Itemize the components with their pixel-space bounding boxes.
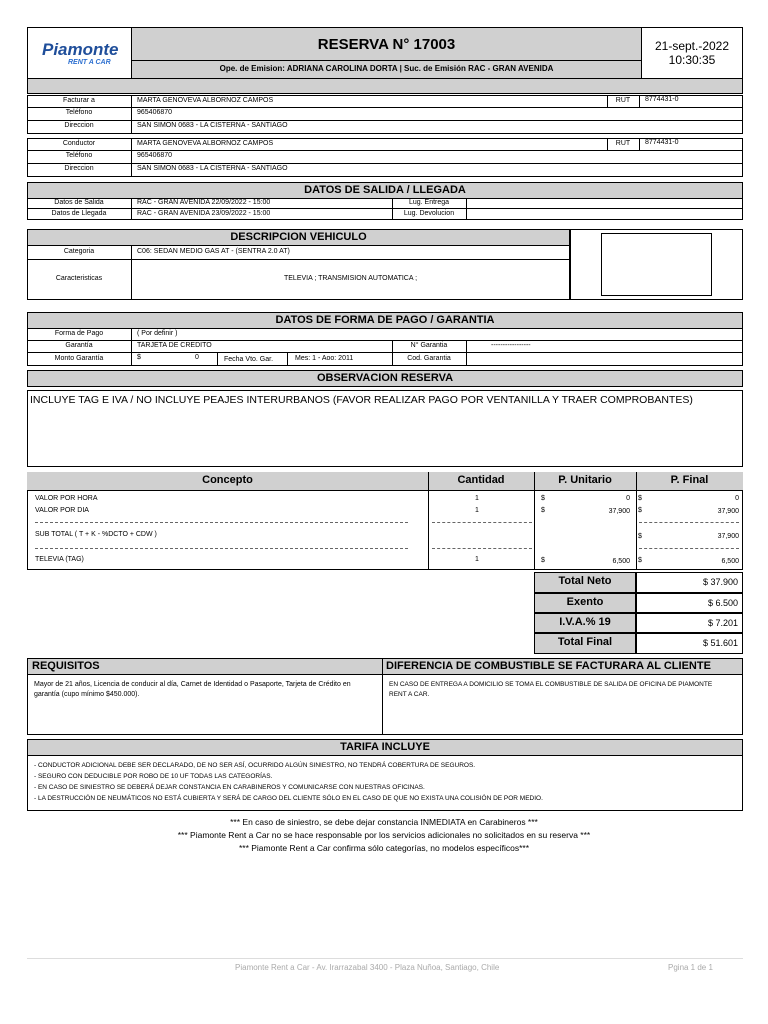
col-header-final-price: P. Final (670, 474, 709, 486)
observation-text: INCLUYE TAG E IVA / NO INCLUYE PEAJES INTERURBANOS (FAVOR REALIZAR PAGO POR VENTANILLA Y TRAER COMPROBANTES) (30, 394, 693, 406)
page-title: RESERVA N° 17003 (317, 36, 456, 53)
vehicle-image-placeholder (601, 233, 712, 296)
return-place-label: Lug. Devolucion (403, 210, 455, 217)
subtotal-value: 37,900 (717, 533, 739, 540)
table-row-quantity: 1 (475, 495, 479, 502)
totals-block (534, 572, 743, 654)
rate-item: - LA DESTRUCCIÓN DE NEUMÁTICOS NO ESTÁ CUBIERTA Y SERÁ DE CARGO DEL CLIENTE SÓLO EN EL CASO DE QUE NO EXISTA UNA COLISIÓN DE POR MEDIO. (34, 795, 543, 802)
total-final-label: Total Final (557, 636, 613, 648)
title-box (131, 27, 642, 79)
televia-unit-currency: $ (541, 557, 545, 564)
requirements-text: Mayor de 21 años, Licencia de conducir al día, Carnet de Identidad o Pasaporte, Tarjeta de Crédito en garantía (cupo mínimo $450.000). (34, 681, 351, 698)
vat-value: $ 7.201 (707, 618, 738, 628)
billing-rut-label: RUT (615, 97, 631, 104)
requirements-title: REQUISITOS (32, 660, 100, 672)
table-row-final-currency: $ (638, 507, 642, 514)
driver-phone-label: Teléfono (65, 152, 93, 159)
departure-value: RAC - GRAN AVENIDA 22/09/2022 - 15:00 (137, 199, 271, 206)
rate-box (27, 755, 743, 811)
logo-name: Piamonte (42, 40, 119, 59)
departure-label: Datos de Salida (54, 199, 104, 206)
televia-quantity: 1 (475, 556, 479, 563)
rate-item: - CONDUCTOR ADICIONAL DEBE SER DECLARADO, DE NO SER ASÍ, OCURRIDO ALGÚN SINIESTRO, NO TENDRÁ COBERTURA DE SEGUROS. (34, 762, 476, 769)
exempt-label: Exento (566, 596, 604, 608)
rate-item: - SEGURO CON DEDUCIBLE POR ROBO DE 10 UF TODAS LAS CATEGORÍAS. (34, 773, 273, 780)
note-line: *** Piamonte Rent a Car confirma sólo categorías, no modelos específicos*** (238, 843, 530, 853)
payment-header: DATOS DE FORMA DE PAGO / GARANTIA (27, 312, 743, 329)
driver-address-label: Direccion (64, 165, 94, 172)
table-row-unit-price: 0 (626, 495, 630, 502)
table-row-unit-currency: $ (541, 507, 545, 514)
delivery-place-label: Lug. Entrega (408, 199, 450, 206)
departure-section (27, 198, 743, 220)
guarantee-amount-value: 0 (195, 354, 199, 361)
category-value: C06: SEDAN MEDIO GAS AT - (SENTRA 2.0 AT) (137, 248, 290, 255)
payment-section (27, 328, 743, 366)
concepts-table (27, 472, 743, 570)
fuel-title: DIFERENCIA DE COMBUSTIBLE SE FACTURARA AL CLIENTE (386, 660, 711, 672)
driver-name: MARTA GENOVEVA ALBORNOZ CAMPOS (137, 140, 274, 147)
driver-label: Conductor (62, 140, 96, 147)
vehicle-section (27, 245, 570, 300)
billing-name: MARTA GENOVEVA ALBORNOZ CAMPOS (137, 97, 274, 104)
col-header-quantity: Cantidad (457, 474, 505, 486)
total-net-label: Total Neto (558, 575, 612, 587)
guarantee-number-label: N° Garantia (410, 342, 448, 349)
exempt-value: $ 6.500 (707, 598, 738, 608)
televia-unit-price: 6,500 (612, 558, 630, 565)
category-label: Categoria (63, 248, 95, 255)
col-header-unit-price: P. Unitario (558, 474, 612, 486)
footer-divider (27, 958, 743, 959)
guarantee-label: Garantía (65, 342, 93, 349)
billing-section (27, 95, 743, 134)
televia-final-price: 6,500 (721, 558, 739, 565)
driver-section (27, 138, 743, 177)
subtotal-label: SUB TOTAL ( T + K - %DCTO + CDW ) (35, 531, 157, 538)
payment-method-value: ( Por definir ) (137, 330, 178, 337)
vehicle-header: DESCRIPCION VEHICULO (27, 229, 570, 246)
table-row-concept: VALOR POR DIA (35, 507, 89, 514)
requirements-box (27, 674, 383, 735)
logo-sub: RENT A CAR (68, 59, 111, 66)
expiry-value: Mes: 1 - Aoo: 2011 (295, 355, 354, 362)
observation-box (27, 390, 743, 467)
total-final-value: $ 51.601 (702, 638, 738, 648)
guarantee-amount-label: Monto Garantía (54, 355, 104, 362)
fuel-box (382, 674, 743, 735)
table-row-unit-price: 37,900 (608, 508, 630, 515)
note-line: *** En caso de siniestro, se debe dejar constancia INMEDIATA en Carabineros *** (230, 817, 538, 827)
note-line: *** Piamonte Rent a Car no se hace responsable por los servicios adicionales no solicitados en su reserva *** (177, 830, 591, 840)
guarantee-number-value: ----------------- (491, 342, 531, 349)
date-box (641, 27, 743, 79)
guarantee-amount-currency: $ (137, 354, 141, 361)
billing-phone-label: Teléfono (65, 109, 93, 116)
departure-header: DATOS DE SALIDA / LLEGADA (27, 182, 743, 199)
vat-label: I.V.A.% 19 (559, 616, 611, 628)
features-label: Caracteristicas (55, 275, 103, 282)
features-value: TELEVIA ; TRANSMISION AUTOMATICA ; (283, 275, 418, 282)
emission-info: Ope. de Emision: ADRIANA CAROLINA DORTA | Suc. de Emisión RAC - GRAN AVENIDA (219, 64, 554, 73)
total-net-value: $ 37.900 (702, 577, 738, 587)
table-row-unit-currency: $ (541, 495, 545, 502)
table-row-final-price: 0 (735, 495, 739, 502)
payment-method-label: Forma de Pago (54, 330, 104, 337)
table-row-final-currency: $ (638, 495, 642, 502)
subtotal-currency: $ (638, 533, 642, 540)
footer-page: Pgina 1 de 1 (668, 963, 713, 972)
col-header-concept: Concepto (202, 474, 253, 486)
billing-rut: 8774431-0 (645, 96, 679, 103)
fuel-header (382, 658, 743, 675)
table-row-quantity: 1 (475, 507, 479, 514)
expiry-label: Fecha Vto. Gar. (224, 356, 274, 363)
guarantee-code-label: Cod. Garantia (407, 355, 451, 362)
billing-label: Facturar a (63, 97, 95, 104)
guarantee-value: TARJETA DE CREDITO (137, 342, 212, 349)
billing-address-label: Direccion (64, 122, 94, 129)
requirements-header (27, 658, 383, 675)
driver-phone: 965406870 (137, 152, 173, 159)
arrival-label: Datos de Llegada (51, 210, 107, 217)
issue-date: 21-sept.-2022 (654, 39, 730, 53)
table-row-concept: VALOR POR HORA (35, 495, 98, 502)
vehicle-image-frame (570, 229, 743, 300)
arrival-value: RAC - GRAN AVENIDA 23/09/2022 - 15:00 (137, 210, 271, 217)
logo-box (27, 27, 132, 79)
rate-item: - EN CASO DE SINIESTRO SE DEBERÁ DEJAR CONSTANCIA EN CARABINEROS Y COMUNICARSE CON NUESTRAS OFICINAS. (34, 784, 425, 791)
televia-final-currency: $ (638, 557, 642, 564)
driver-address: SAN SIMON 0683 - LA CISTERNA - SANTIAGO (137, 165, 288, 172)
issue-time: 10:30:35 (668, 53, 716, 67)
billing-address: SAN SIMON 0683 - LA CISTERNA - SANTIAGO (137, 122, 288, 129)
table-row-final-price: 37,900 (717, 508, 739, 515)
fuel-text: EN CASO DE ENTREGA A DOMICILIO SE TOMA EL COMBUSTIBLE DE SALIDA DE OFICINA DE PIAMONTE RENT A CAR. (389, 681, 713, 698)
footer-address: Piamonte Rent a Car - Av. Irarrazabal 3400 - Plaza Nuñoa, Santiago, Chile (235, 963, 500, 972)
televia-concept: TELEVIA (TAG) (35, 556, 84, 563)
billing-phone: 965406870 (137, 109, 173, 116)
driver-rut: 8774431-0 (645, 139, 679, 146)
observation-header: OBSERVACION RESERVA (27, 370, 743, 387)
rate-header: TARIFA INCLUYE (27, 739, 743, 756)
driver-rut-label: RUT (615, 140, 631, 147)
header-spacer (27, 78, 743, 94)
